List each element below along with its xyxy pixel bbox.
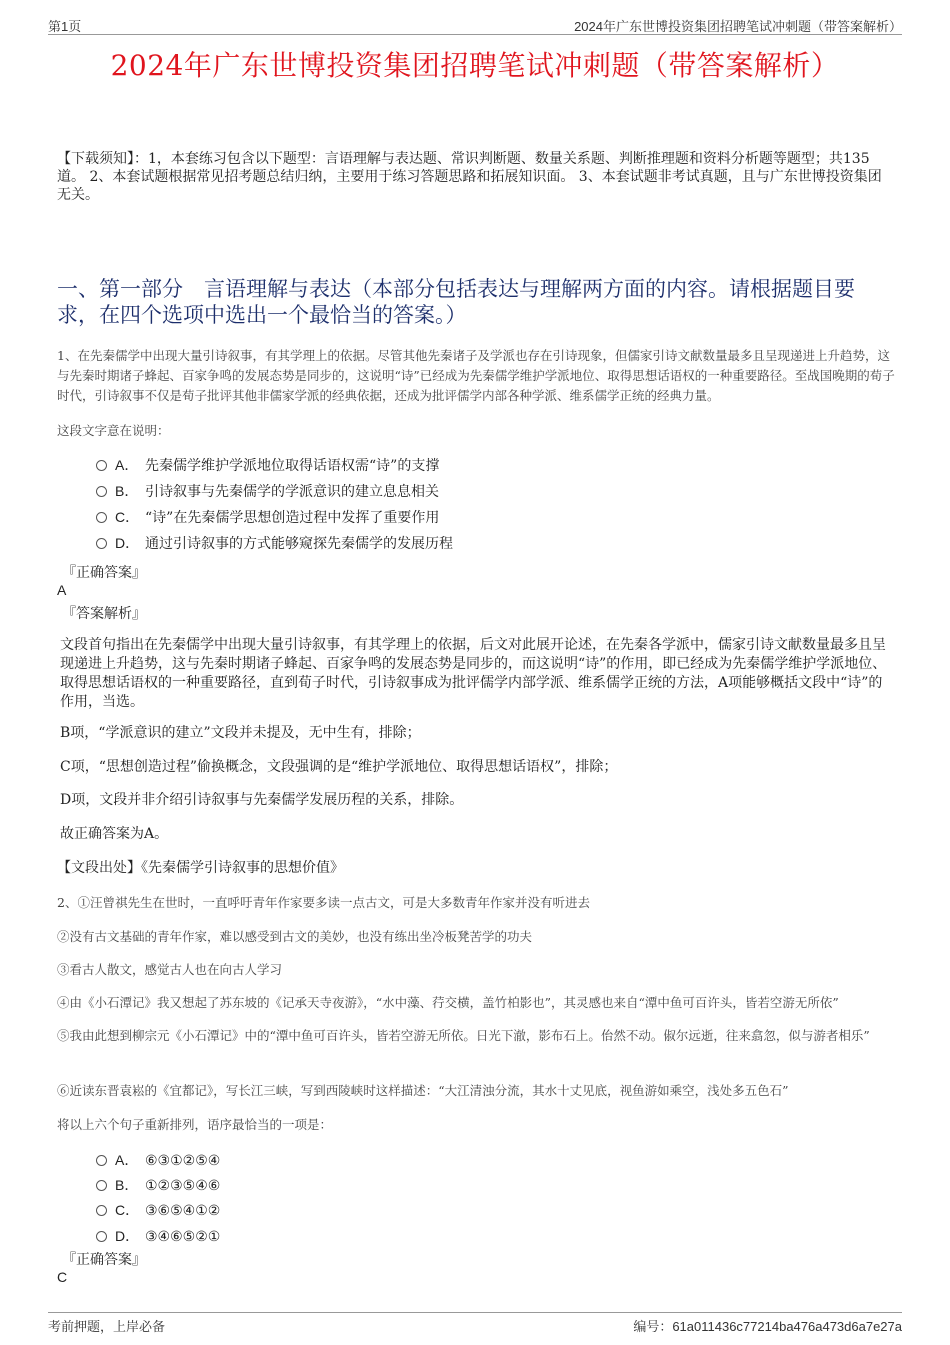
q1-analysis-label: 『答案解析』	[62, 606, 146, 622]
document-title: 2024年广东世博投资集团招聘笔试冲刺题（带答案解析）	[110, 49, 840, 82]
q1-passage: 1、在先秦儒学中出现大量引诗叙事，有其学理上的依据。尽管其他先秦诸子及学派也存在引诗现象，但儒家引诗文献数量最多且呈现递进上升趋势，这与先秦时期诸子蜂起、百家争鸣的发展态势是同步的，这说明“诗”已经成为先秦儒学维护学派地位、取得思想话语权的一种重要路径。至战国晚期的荀子时代，引诗叙事不仅是荀子批评其他非儒家学派的经典依据，还成为批评儒学内部各种学派、维系儒学正统的经典力量。	[57, 348, 895, 403]
q2-option-d[interactable]: D． ③④⑥⑤②①	[96, 1225, 220, 1247]
footer-slogan: 考前押题，上岸必备	[48, 1320, 166, 1335]
q1-answer-label: 『正确答案』	[62, 565, 146, 581]
radio-icon[interactable]	[96, 512, 107, 523]
radio-icon[interactable]	[96, 1180, 107, 1191]
q2-line-2: ②没有古文基础的青年作家，难以感受到古文的美妙，也没有练出坐冷板凳苦学的功夫	[57, 929, 533, 944]
header-doc-title: 2024年广东世博投资集团招聘笔试冲刺题（带答案解析）	[574, 19, 902, 34]
q2-option-b[interactable]: B． ①②③⑤④⑥	[96, 1174, 220, 1196]
q1-analysis-conclusion: 故正确答案为A。	[60, 826, 169, 842]
q2-option-a[interactable]: A． ⑥③①②⑤④	[96, 1149, 220, 1171]
q1-source: 【文段出处】《先秦儒学引诗叙事的思想价值》	[57, 860, 344, 876]
q2-line-4: ④由《小石潭记》我又想起了苏东坡的《记承天寺夜游》，“水中藻、荇交横，盖竹柏影也”，其灵感也来自“潭中鱼可百许头，皆若空游无所依”	[57, 995, 839, 1010]
q1-option-a[interactable]: A． 先秦儒学维护学派地位取得话语权需“诗”的支撑	[96, 454, 439, 476]
q2-line-1: 2、①汪曾祺先生在世时，一直呼吁青年作家要多读一点古文，可是大多数青年作家并没有听进去	[57, 895, 590, 910]
q2-option-c[interactable]: C． ③⑥⑤④①②	[96, 1199, 220, 1221]
q1-analysis-main: 文段首句指出在先秦儒学中出现大量引诗叙事，有其学理上的依据，后文对此展开论述，在先秦各学派中，儒家引诗文献数量最多且呈现递进上升趋势，这与先秦时期诸子蜂起、百家争鸣的发展态势是同步的，而这说明“诗”的作用，即已经成为先秦儒学维护学派地位、取得思想话语权的一种重要路径，直到荀子时代，引诗叙事成为批评儒学内部学派、维系儒学正统的方法，A项能够概括文段中“诗”的作用，当选。	[60, 637, 887, 710]
q1-answer: A	[57, 582, 67, 598]
q2-line-3: ③看古人散文，感觉古人也在向古人学习	[57, 962, 283, 977]
q2-prompt: 将以上六个句子重新排列，语序最恰当的一项是：	[57, 1117, 333, 1132]
q1-prompt: 这段文字意在说明：	[57, 423, 170, 438]
page-header	[48, 14, 902, 35]
page-number: 第1页	[48, 19, 82, 34]
q1-analysis-c: C项，“思想创造过程”偷换概念，文段强调的是“维护学派地位、取得思想话语权”，排除；	[60, 759, 618, 775]
q2-line-5: ⑤我由此想到柳宗元《小石潭记》中的“潭中鱼可百许头，皆若空游无所依。日光下澈，影布石上。佁然不动。俶尔远逝，往来翕忽，似与游者相乐”	[57, 1028, 870, 1043]
footer-serial: 编号：61a011436c77214ba476a473d6a7e27a	[633, 1319, 902, 1334]
radio-icon[interactable]	[96, 538, 107, 549]
radio-icon[interactable]	[96, 486, 107, 497]
page-footer	[48, 1312, 902, 1335]
q1-analysis-b: B项，“学派意识的建立”文段并未提及，无中生有，排除；	[60, 725, 421, 741]
q1-analysis-d: D项，文段并非介绍引诗叙事与先秦儒学发展历程的关系，排除。	[60, 792, 464, 808]
q2-answer-label: 『正确答案』	[62, 1252, 146, 1268]
q2-answer: C	[57, 1269, 68, 1285]
q2-line-6: ⑥近读东晋袁崧的《宜都记》，写长江三峡，写到西陵峡时这样描述：“大江清浊分流，其水十丈见底，视鱼游如乘空，浅处多五色石”	[57, 1083, 789, 1098]
download-notice: 【下载须知】：1，本套练习包含以下题型：言语理解与表达题、常识判断题、数量关系题、判断推理题和资料分析题等题型；共135道。 2、本套试题根据常见招考题总结归纳，主要用于练习答题思路和拓展知识面。 3、本套试题非考试真题，且与广东世博投资集团无关。	[57, 151, 882, 203]
q1-option-c[interactable]: C． “诗”在先秦儒学思想创造过程中发挥了重要作用	[96, 506, 439, 528]
section-title: 一、第一部分 言语理解与表达（本部分包括表达与理解两方面的内容。请根据题目要求，在四个选项中选出一个最恰当的答案。）	[57, 277, 855, 327]
radio-icon[interactable]	[96, 1231, 107, 1242]
radio-icon[interactable]	[96, 1155, 107, 1166]
q1-option-d[interactable]: D． 通过引诗叙事的方式能够窥探先秦儒学的发展历程	[96, 532, 453, 554]
q1-option-b[interactable]: B． 引诗叙事与先秦儒学的学派意识的建立息息相关	[96, 480, 439, 502]
radio-icon[interactable]	[96, 460, 107, 471]
radio-icon[interactable]	[96, 1205, 107, 1216]
